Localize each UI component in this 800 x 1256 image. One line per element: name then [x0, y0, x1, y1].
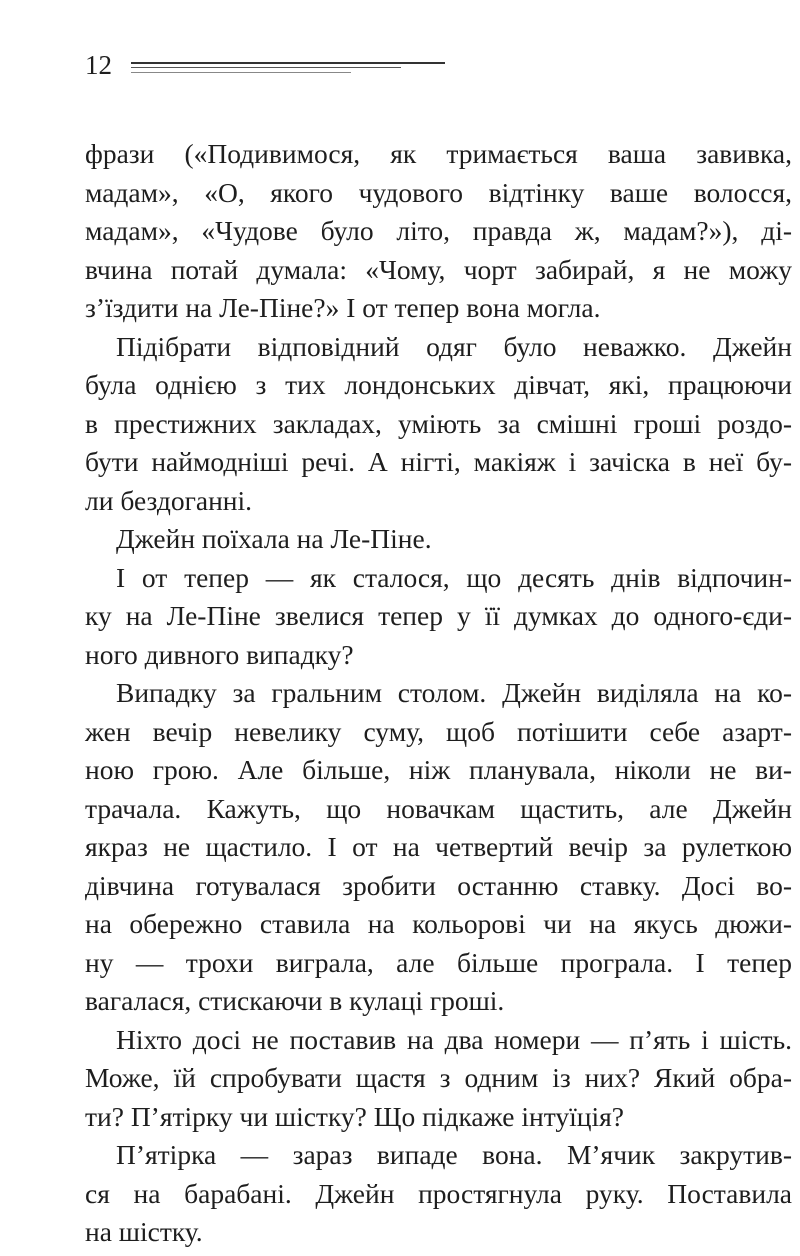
text-line: бути наймодніші речі. А нігті, макіяж і зачіска в неї бу-: [85, 446, 792, 477]
text-line: Ніхто досі не поставив на два номери — п’ять і шість.: [116, 1023, 792, 1055]
text-line: фрази («Подивимося, як тримається ваша завивка,: [85, 138, 792, 169]
paragraph: [85, 1136, 792, 1252]
text-line: з’їздити на Ле-Піне?» І от тепер вона могла.: [85, 292, 601, 323]
header-rule: [131, 67, 401, 68]
text-line: жен вечір невелику суму, щоб потішити себе азарт-: [85, 715, 792, 747]
text-line: Може, їй спробувати щастя з одним із них? Який обра-: [85, 1062, 792, 1093]
text-line: Підібрати відповідний одяг було неважко. Джейн: [116, 330, 792, 362]
text-line: якраз не щастило. І от на четвертий вечір за рулеткою: [85, 831, 792, 862]
text-line: ного дивного випадку?: [85, 638, 354, 670]
text-line: мадам», «Чудове було літо, правда ж, мадам?»), ді-: [85, 215, 792, 246]
text-line: на обережно ставила на кольорові чи на якусь дюжи-: [85, 908, 792, 939]
paragraph: [85, 1021, 792, 1137]
paragraph: [85, 328, 792, 521]
text-line: трачала. Кажуть, що новачкам щастить, але Джейн: [85, 792, 792, 824]
paragraph: [85, 559, 792, 675]
text-line: Випадку за гральним столом. Джейн виділяла на ко-: [116, 677, 792, 708]
text-line: ти? П’ятірку чи шістку? Що підкаже інтуїція?: [85, 1100, 624, 1132]
text-line: вагалася, стискаючи в кулаці гроші.: [85, 985, 505, 1016]
header-rule: [131, 72, 351, 73]
paragraph: [85, 135, 792, 328]
text-line: ною грою. Але більше, ніж планувала, ніколи не ви-: [85, 754, 792, 785]
text-line: ся на барабані. Джейн простягнула руку. Поставила: [85, 1177, 792, 1209]
paragraph: [85, 520, 792, 559]
text-line: була однією з тих лондонських дівчат, які, працюючи: [85, 369, 792, 400]
text-line: І от тепер — як сталося, що десять днів відпочин-: [116, 561, 792, 593]
header-rule: [131, 62, 445, 64]
text-line: на шістку.: [85, 1216, 203, 1247]
text-line: мадам», «О, якого чудового відтінку ваше волосся,: [85, 176, 792, 208]
text-line: дівчина готувалася зробити останню ставку. Досі во-: [85, 869, 792, 901]
text-line: П’ятірка — зараз випаде вона. М’ячик закрутив-: [116, 1139, 792, 1170]
text-line: ли бездоганні.: [85, 484, 253, 516]
text-line: Джейн поїхала на Ле-Піне.: [116, 523, 432, 554]
text-line: в престижних закладах, уміють за смішні гроші роздо-: [85, 407, 792, 439]
body-text: [85, 135, 792, 1252]
paragraph: [85, 674, 792, 1021]
page-number: 12: [85, 50, 112, 80]
text-line: ну — трохи виграла, але більше програла. І тепер: [85, 946, 792, 978]
text-line: вчина потай думала: «Чому, чорт забирай, я не можу: [85, 253, 792, 285]
text-line: ку на Ле-Піне звелися тепер у її думках до одного-єди-: [85, 600, 792, 631]
